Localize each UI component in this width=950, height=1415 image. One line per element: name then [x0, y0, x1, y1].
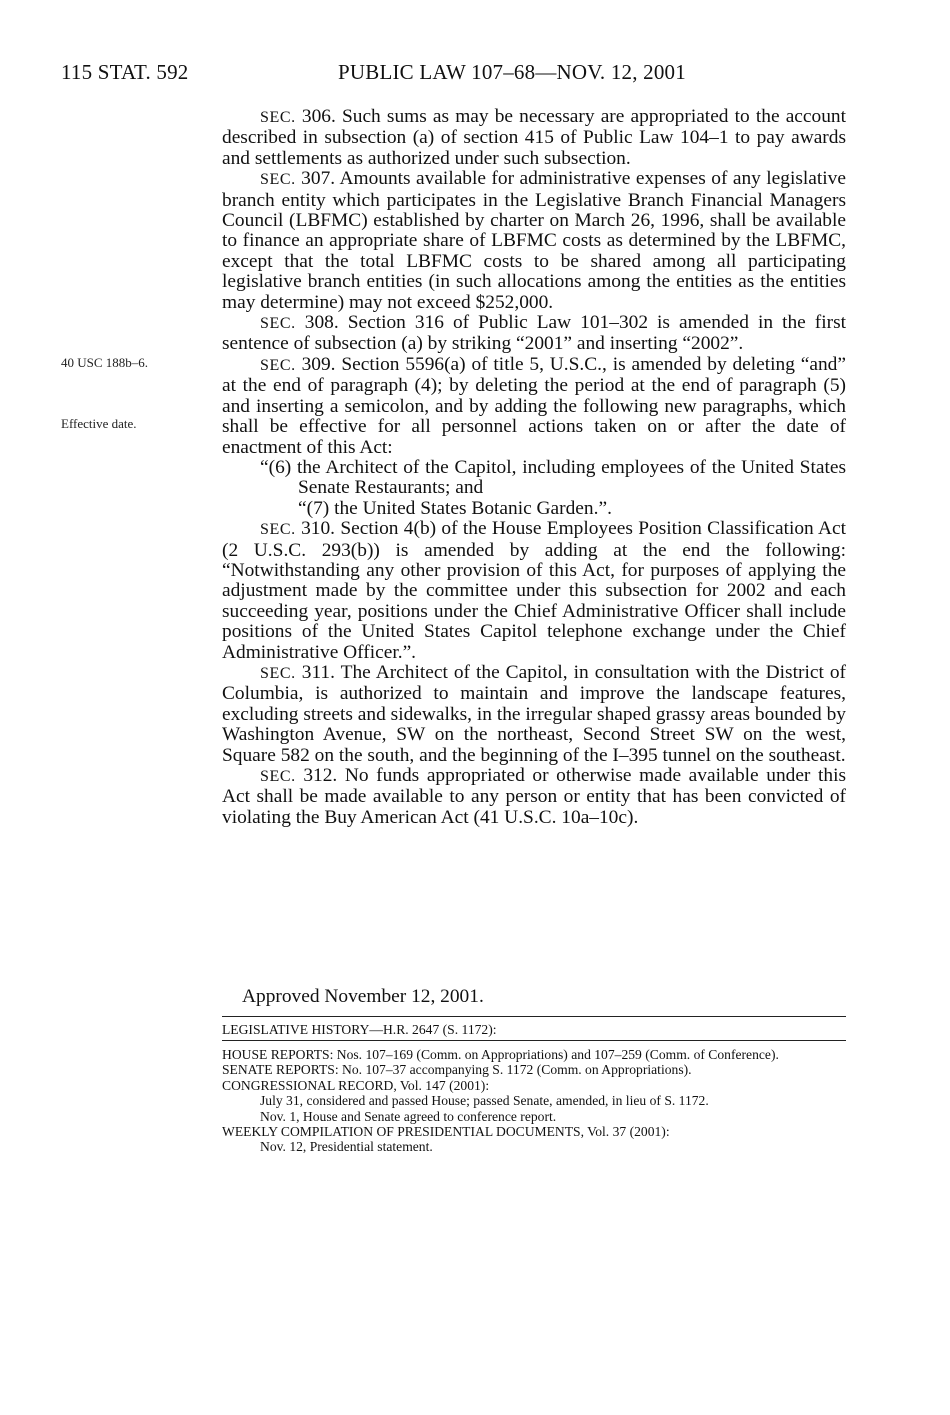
section-text: 312. No funds appropriated or otherwise made available under this Act shall be made available to any person or entity that has been convicted of violating the Buy American Act (41 U.S.C. 10a–10c).: [222, 765, 846, 828]
margin-note-usc: 40 USC 188b–6.: [61, 355, 149, 370]
section-307: [222, 169, 846, 313]
section-label: SEC.: [260, 521, 296, 539]
approval-date: Approved November 12, 2001.: [242, 986, 484, 1007]
section-label: SEC.: [260, 171, 296, 189]
section-310: [222, 519, 846, 663]
quoted-paragraph-6: “(6) the Architect of the Capitol, including employees of the United States Senate Restaurants; and: [260, 456, 846, 499]
senate-reports: SENATE REPORTS: No. 107–37 accompanying S. 1172 (Comm. on Appropriations).: [222, 1062, 692, 1078]
law-title-header: PUBLIC LAW 107–68—NOV. 12, 2001: [338, 60, 686, 84]
section-311: [222, 663, 846, 766]
section-text: 311. The Architect of the Capitol, in consultation with the District of Columbia, is authorized to maintain and improve the landscape features, excluding streets and sidewalks, in the irregular shaped grassy areas bounded by Washington Avenue, SW on the northeast, Second Street SW on the west, Square 582 on the south, and the beginning of the I–395 tunnel on the southeast.: [222, 661, 846, 766]
history-top-rule: [222, 1016, 846, 1017]
section-306: [222, 107, 846, 169]
congressional-record: CONGRESSIONAL RECORD, Vol. 147 (2001):: [222, 1077, 490, 1093]
main-text: [222, 107, 846, 828]
quoted-paragraph-7: “(7) the United States Botanic Garden.”.: [298, 497, 612, 519]
section-label: SEC.: [260, 664, 296, 682]
history-nov-1: Nov. 1, House and Senate agreed to conference report.: [260, 1108, 557, 1124]
section-label: SEC.: [260, 109, 296, 126]
section-text: 308. Section 316 of Public Law 101–302 is amended in the first sentence of subsection (a) by striking “2001” and inserting “2002”.: [222, 312, 846, 355]
legislative-history-title: LEGISLATIVE HISTORY—H.R. 2647 (S. 1172):: [222, 1022, 497, 1037]
section-label: SEC.: [260, 356, 296, 374]
house-reports: HOUSE REPORTS: Nos. 107–169 (Comm. on Appropriations) and 107–259 (Comm. of Conference).: [222, 1047, 779, 1062]
history-nov-12: Nov. 12, Presidential statement.: [260, 1139, 433, 1155]
section-label: SEC.: [260, 768, 296, 785]
history-july-31: July 31, considered and passed House; passed Senate, amended, in lieu of S. 1172.: [260, 1093, 709, 1109]
section-308: [222, 313, 846, 355]
margin-note-effective-date: Effective date.: [61, 416, 137, 431]
section-312: [222, 766, 846, 828]
section-text: 309. Section 5596(a) of title 5, U.S.C., is amended by deleting “and” at the end of paragraph (4); by deleting the period at the end of paragraph (5) and inserting a semicolon, and by adding the following new paragraphs, which shall be effective for all personnel actions taken on or after the date of enactment of this Act:: [222, 353, 846, 458]
section-text: 307. Amounts available for administrative expenses of any legislative branch entity which participates in the Legislative Branch Financial Managers Council (LBFMC) established by charter on March 26, 1996, shall be available to finance an appropriate share of LBFMC costs as determined by the LBFMC, except that the total LBFMC costs to be shared among all participating legislative branch entities (in such allocations among the entities as the entities may determine) may not exceed $252,000.: [222, 168, 846, 313]
weekly-compilation: WEEKLY COMPILATION OF PRESIDENTIAL DOCUMENTS, Vol. 37 (2001):: [222, 1124, 670, 1140]
section-text: 310. Section 4(b) of the House Employees Position Classification Act (2 U.S.C. 293(b)) is amended by adding at the end the following: “Notwithstanding any other provision of this Act, for purposes of applying the adjustment made by the committee under this subsection for 2002 and each succeeding year, positions under the Chief Administrative Officer shall include positions of the United States Capitol telephone exchange under the Chief Administrative Officer.”.: [222, 518, 846, 663]
history-bottom-rule: [222, 1040, 846, 1041]
section-label: SEC.: [260, 315, 296, 333]
page-number-header: 115 STAT. 592: [61, 60, 189, 84]
section-309: [222, 355, 846, 458]
legislative-history: [222, 1047, 846, 1155]
section-text: 306. Such sums as may be necessary are appropriated to the account described in subsection (a) of section 415 of Public Law 104–1 to pay awards and settlements as authorized under such subsection.: [222, 106, 846, 169]
